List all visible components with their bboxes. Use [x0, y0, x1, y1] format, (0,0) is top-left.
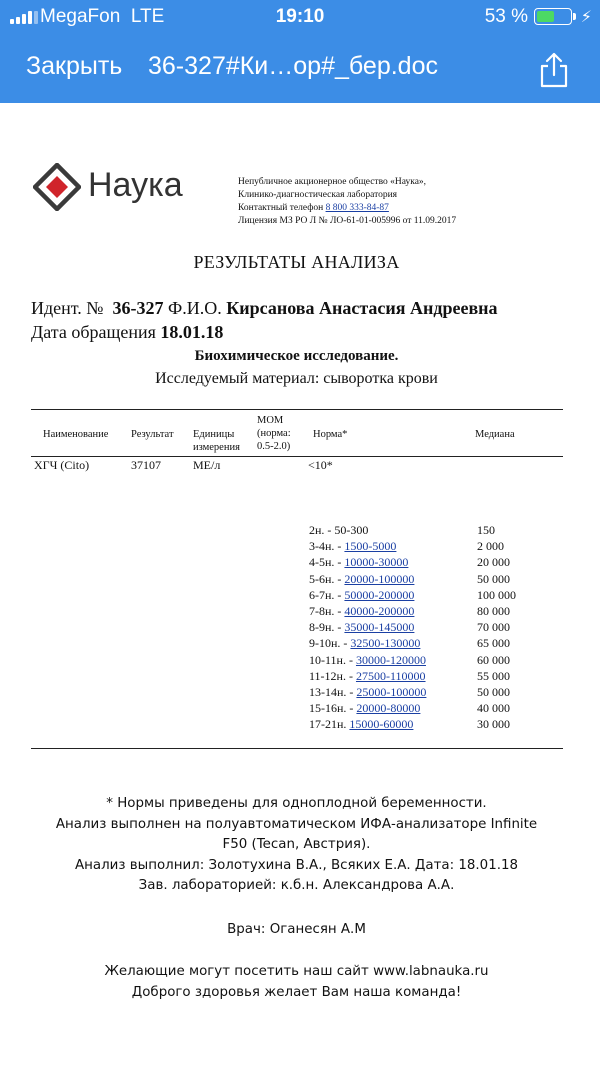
test-name: ХГЧ (Cito)	[34, 458, 90, 472]
norm-range[interactable]: 27500-110000	[355, 668, 426, 683]
test-result: 37107	[131, 458, 161, 472]
norm-row	[309, 700, 563, 716]
norm-period: 17-21н.	[309, 717, 350, 732]
norm-row	[309, 571, 563, 587]
norm-row	[309, 554, 563, 570]
norm-range[interactable]: 50000-200000	[344, 587, 415, 602]
license-line: Лицензия МЗ РО Л № ЛО-61-01-005996 от 11.09.2017	[238, 216, 457, 226]
norm-row	[309, 603, 563, 619]
organization-info	[238, 176, 456, 228]
norm-period: 5-6н. -	[309, 571, 345, 586]
norm-period: 4-5н. -	[309, 555, 345, 570]
norm-range: 50-300	[334, 523, 369, 537]
request-date-line	[31, 322, 223, 343]
ident-value: 36-327	[112, 298, 164, 318]
battery-level	[537, 11, 554, 22]
share-button[interactable]	[536, 49, 572, 89]
norm-range[interactable]: 20000-80000	[356, 701, 421, 716]
norm-range[interactable]: 25000-100000	[356, 684, 427, 699]
network-type: LTE	[130, 6, 165, 27]
norm-median: 70 000	[477, 620, 510, 635]
norm-median: 150	[477, 523, 495, 537]
norm-row	[309, 619, 563, 635]
date-value: 18.01.18	[160, 322, 224, 342]
header-mom-line: (норма:	[257, 428, 291, 439]
header-units-line: Единицы	[193, 429, 235, 440]
header-bottom-rule	[31, 456, 563, 457]
note-line: Анализ выполнен на полуавтоматическом ИФА-анализаторе Infinite	[55, 816, 538, 832]
norm-row	[309, 538, 563, 554]
norm-period: 13-14н. -	[309, 684, 357, 699]
norm-range[interactable]: 32500-130000	[350, 636, 421, 651]
norm-median: 100 000	[477, 587, 516, 602]
header-result: Результат	[131, 429, 174, 440]
norm-range[interactable]: 10000-30000	[344, 555, 409, 570]
norm-median: 20 000	[477, 555, 510, 570]
norm-median: 50 000	[477, 571, 510, 586]
norm-median: 65 000	[477, 636, 510, 651]
norm-range[interactable]: 35000-145000	[344, 620, 415, 635]
header-norm: Норма*	[313, 429, 348, 440]
norm-median: 55 000	[477, 668, 510, 683]
date-label: Дата обращения	[31, 322, 156, 342]
norm-median: 40 000	[477, 701, 510, 716]
patient-ident-line	[31, 298, 498, 319]
phone-link[interactable]: 8 800 333-84-87	[325, 203, 389, 213]
ident-label: Идент. №	[31, 298, 104, 318]
patient-name: Кирсанова Анастасия Андреевна	[226, 298, 498, 318]
pregnancy-norms-list	[309, 522, 563, 732]
battery-tip	[573, 13, 576, 20]
phone-label: Контактный телефон	[238, 203, 324, 213]
norm-median: 2 000	[477, 539, 504, 554]
closing-notes	[0, 962, 593, 1003]
header-mom-line: 0.5-2.0)	[257, 441, 291, 452]
header-median: Медиана	[475, 429, 515, 440]
norm-period: 8-9н. -	[309, 620, 345, 635]
norm-row	[309, 587, 563, 603]
status-clock: 19:10	[275, 6, 325, 27]
org-line: Клинико-диагностическая лаборатория	[238, 190, 398, 200]
doctor-line: Врач: Оганесян А.М	[227, 922, 366, 937]
norm-range[interactable]: 20000-100000	[344, 571, 415, 586]
norm-median: 50 000	[477, 684, 510, 699]
norm-period: 10-11н. -	[309, 652, 356, 667]
norm-row	[309, 635, 563, 651]
norm-row	[309, 684, 563, 700]
norm-range[interactable]: 40000-200000	[344, 603, 415, 618]
norm-range[interactable]: 15000-60000	[349, 717, 414, 732]
test-units: МЕ/л	[193, 458, 221, 472]
header-units-line: измерения	[193, 442, 240, 453]
note-line: * Нормы приведены для одноплодной беременности.	[106, 796, 487, 811]
site-line: Желающие могут посетить наш сайт www.labnauka.ru	[104, 964, 489, 979]
norm-period: 9-10н. -	[309, 636, 351, 651]
header-name: Наименование	[43, 429, 109, 440]
logo-name: Наука	[88, 166, 183, 204]
charging-icon: ⚡︎	[580, 9, 592, 26]
norm-period: 2н. -	[309, 523, 335, 537]
norm-range[interactable]: 30000-120000	[355, 652, 426, 667]
study-title: Биохимическое исследование.	[194, 348, 399, 364]
table-bottom-rule	[31, 748, 563, 749]
norm-range[interactable]: 1500-5000	[344, 539, 397, 554]
test-norm: <10*	[308, 458, 333, 472]
document-nav	[0, 44, 600, 94]
nauka-logo-icon	[33, 163, 81, 211]
norm-period: 15-16н. -	[309, 701, 357, 716]
wish-line: Доброго здоровья желает Вам наша команда!	[131, 984, 462, 1000]
note-line: Зав. лабораторией: к.б.н. Александрова А.А.	[138, 878, 455, 893]
header-mom-line: МОМ	[257, 415, 284, 426]
norm-period: 11-12н. -	[309, 668, 356, 683]
norm-row	[309, 652, 563, 668]
norm-row	[309, 716, 563, 732]
battery-percent: 53 %	[484, 6, 528, 27]
norm-period: 6-7н. -	[309, 587, 345, 602]
fio-label: Ф.И.О.	[167, 298, 222, 318]
norm-period: 7-8н. -	[309, 603, 345, 618]
header-mom	[257, 414, 291, 453]
close-button[interactable]: Закрыть	[26, 52, 123, 80]
material-line: Исследуемый материал: сыворотка крови	[155, 370, 438, 387]
norm-row	[309, 522, 563, 538]
header-units	[193, 428, 240, 454]
battery-icon	[534, 8, 572, 25]
norm-row	[309, 668, 563, 684]
viewer-top-bar	[0, 0, 600, 103]
table-top-rule	[31, 409, 563, 410]
norm-median: 80 000	[477, 603, 510, 618]
page-title: РЕЗУЛЬТАТЫ АНАЛИЗА	[193, 252, 400, 272]
org-line: Непубличное акционерное общество «Наука»,	[238, 177, 427, 187]
org-phone-line	[238, 202, 456, 215]
report-notes	[0, 794, 593, 897]
status-bar	[0, 0, 600, 34]
norm-median: 60 000	[477, 652, 510, 667]
norm-period: 3-4н. -	[309, 539, 345, 554]
carrier-name: MegaFon	[40, 6, 121, 27]
norm-median: 30 000	[477, 717, 510, 732]
note-line: F50 (Tecan, Австрия).	[222, 837, 371, 852]
file-title: 36-327#Ки…ор#_бер.doc	[148, 52, 438, 80]
share-icon	[536, 49, 572, 89]
note-line: Анализ выполнил: Золотухина В.А., Всяких Е.А. Дата: 18.01.18	[74, 857, 519, 873]
